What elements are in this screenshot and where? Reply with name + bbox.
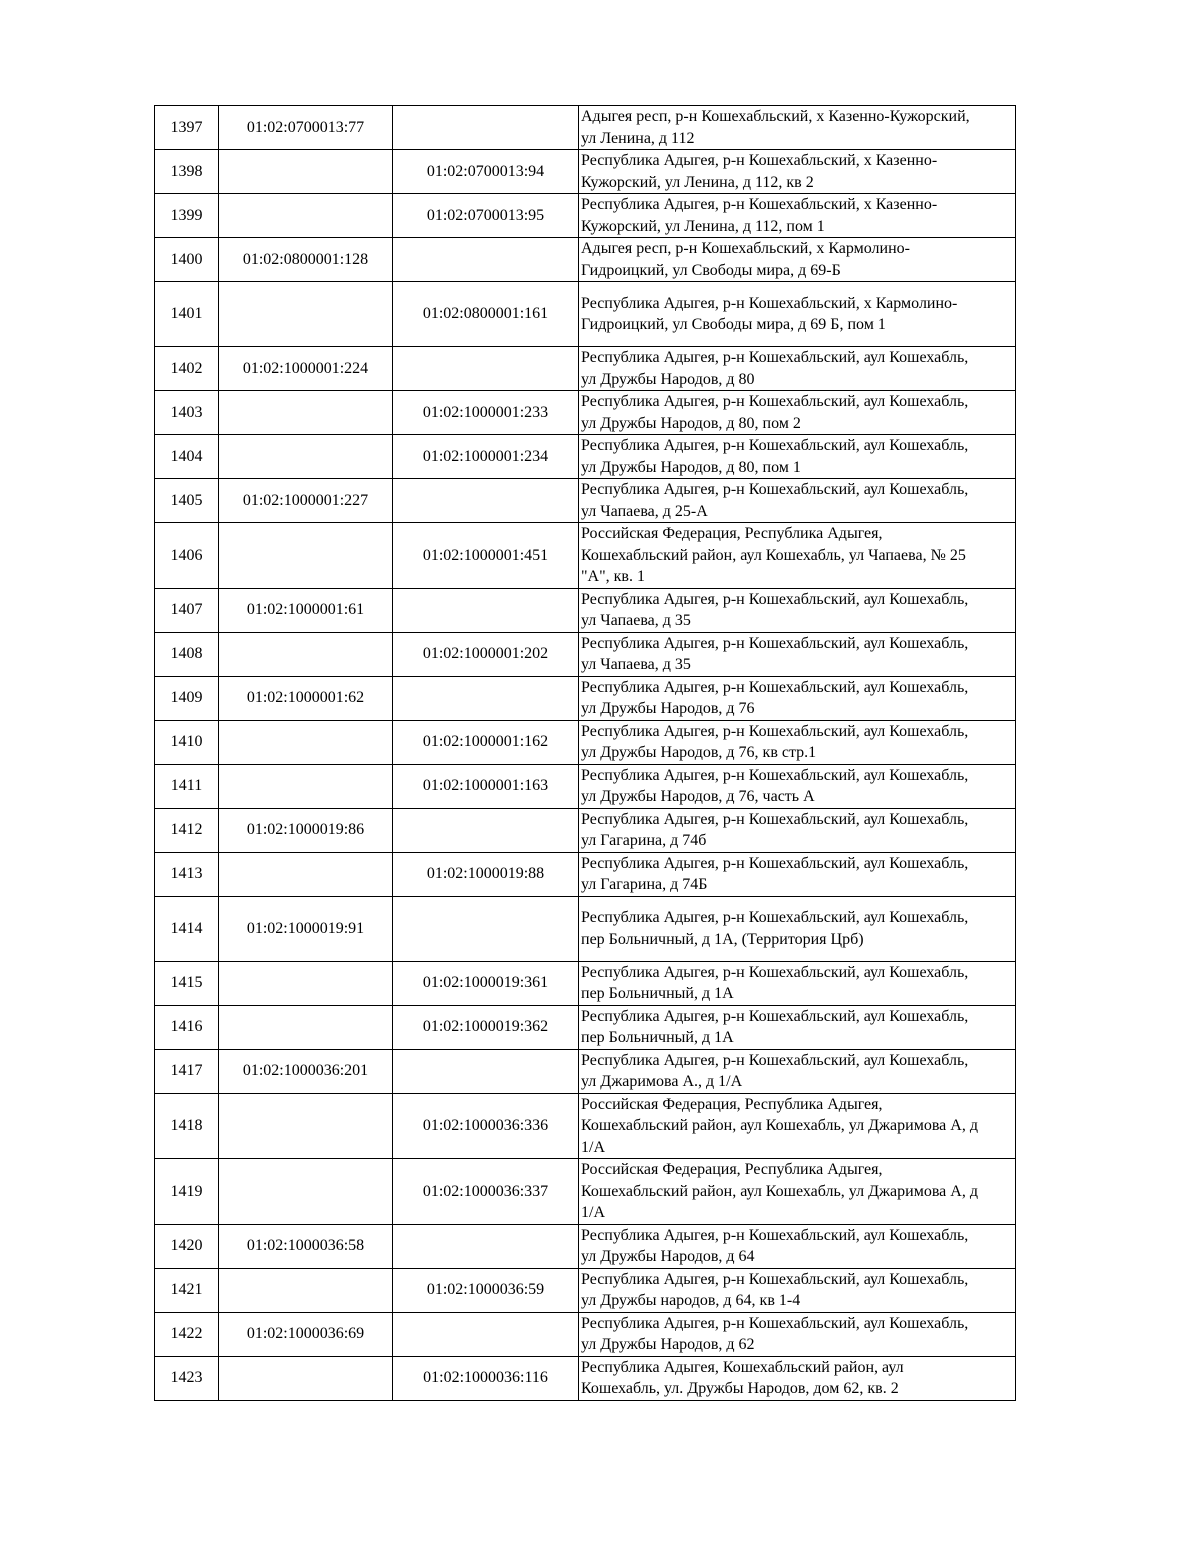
- object-cadastral-cell: 01:02:0700013:94: [393, 150, 579, 194]
- object-cadastral-cell: 01:02:1000036:116: [393, 1356, 579, 1400]
- parcel-cadastral-cell: 01:02:1000036:201: [219, 1049, 393, 1093]
- table-row: [155, 852, 1016, 896]
- address-cell: Республика Адыгея, р-н Кошехабльский, аул Кошехабль, ул Дружбы Народов, д 80, пом 2: [579, 391, 1016, 435]
- object-cadastral-cell: [393, 1224, 579, 1268]
- object-cadastral-cell: 01:02:1000001:451: [393, 523, 579, 589]
- row-number-cell: 1422: [155, 1312, 219, 1356]
- row-number-cell: 1400: [155, 238, 219, 282]
- row-number-cell: 1398: [155, 150, 219, 194]
- address-cell: Республика Адыгея, р-н Кошехабльский, аул Кошехабль, ул Дружбы Народов, д 76, кв стр.1: [579, 720, 1016, 764]
- object-cadastral-cell: [393, 1049, 579, 1093]
- object-cadastral-cell: 01:02:1000019:361: [393, 961, 579, 1005]
- address-cell: Республика Адыгея, р-н Кошехабльский, аул Кошехабль, ул Гагарина, д 74Б: [579, 852, 1016, 896]
- parcel-cadastral-cell: [219, 1268, 393, 1312]
- table-row: [155, 720, 1016, 764]
- table-row: [155, 391, 1016, 435]
- parcel-cadastral-cell: [219, 1159, 393, 1225]
- address-cell: Республика Адыгея, р-н Кошехабльский, аул Кошехабль, ул Чапаева, д 25-А: [579, 479, 1016, 523]
- row-number-cell: 1409: [155, 676, 219, 720]
- row-number-cell: 1408: [155, 632, 219, 676]
- object-cadastral-cell: [393, 676, 579, 720]
- table-row: [155, 347, 1016, 391]
- row-number-cell: 1411: [155, 764, 219, 808]
- address-cell: Республика Адыгея, р-н Кошехабльский, аул Кошехабль, ул Дружбы Народов, д 76: [579, 676, 1016, 720]
- table-row: [155, 435, 1016, 479]
- parcel-cadastral-cell: [219, 150, 393, 194]
- row-number-cell: 1412: [155, 808, 219, 852]
- parcel-cadastral-cell: [219, 1356, 393, 1400]
- object-cadastral-cell: 01:02:0800001:161: [393, 282, 579, 347]
- row-number-cell: 1405: [155, 479, 219, 523]
- object-cadastral-cell: 01:02:1000001:234: [393, 435, 579, 479]
- address-cell: Республика Адыгея, р-н Кошехабльский, аул Кошехабль, ул Гагарина, д 74б: [579, 808, 1016, 852]
- table-row: [155, 1356, 1016, 1400]
- object-cadastral-cell: 01:02:1000019:88: [393, 852, 579, 896]
- object-cadastral-cell: [393, 347, 579, 391]
- row-number-cell: 1423: [155, 1356, 219, 1400]
- object-cadastral-cell: 01:02:1000036:337: [393, 1159, 579, 1225]
- address-cell: Республика Адыгея, р-н Кошехабльский, аул Кошехабль, ул Чапаева, д 35: [579, 632, 1016, 676]
- row-number-cell: 1397: [155, 106, 219, 150]
- address-cell: Республика Адыгея, р-н Кошехабльский, аул Кошехабль, пер Больничный, д 1А: [579, 961, 1016, 1005]
- row-number-cell: 1419: [155, 1159, 219, 1225]
- parcel-cadastral-cell: [219, 523, 393, 589]
- row-number-cell: 1421: [155, 1268, 219, 1312]
- table-row: [155, 1049, 1016, 1093]
- parcel-cadastral-cell: [219, 961, 393, 1005]
- parcel-cadastral-cell: [219, 391, 393, 435]
- object-cadastral-cell: 01:02:1000001:163: [393, 764, 579, 808]
- address-cell: Республика Адыгея, р-н Кошехабльский, аул Кошехабль, ул Дружбы Народов, д 76, часть А: [579, 764, 1016, 808]
- address-cell: Российская Федерация, Республика Адыгея, Кошехабльский район, аул Кошехабль, ул Джаримова А, д 1/А: [579, 1093, 1016, 1159]
- parcel-cadastral-cell: [219, 435, 393, 479]
- table-row: [155, 808, 1016, 852]
- row-number-cell: 1410: [155, 720, 219, 764]
- table-row: [155, 1005, 1016, 1049]
- table-row: [155, 764, 1016, 808]
- address-cell: Республика Адыгея, р-н Кошехабльский, х Кармолино- Гидроицкий, ул Свободы мира, д 69 Б, пом 1: [579, 282, 1016, 347]
- registry-table: [154, 105, 1016, 1401]
- row-number-cell: 1401: [155, 282, 219, 347]
- table-row: [155, 1268, 1016, 1312]
- row-number-cell: 1399: [155, 194, 219, 238]
- row-number-cell: 1416: [155, 1005, 219, 1049]
- table-row: [155, 896, 1016, 961]
- address-cell: Республика Адыгея, р-н Кошехабльский, х Казенно- Кужорский, ул Ленина, д 112, пом 1: [579, 194, 1016, 238]
- table-row: [155, 150, 1016, 194]
- object-cadastral-cell: [393, 1312, 579, 1356]
- parcel-cadastral-cell: 01:02:1000019:91: [219, 896, 393, 961]
- object-cadastral-cell: [393, 238, 579, 282]
- table-row: [155, 961, 1016, 1005]
- table-row: [155, 1093, 1016, 1159]
- object-cadastral-cell: 01:02:1000019:362: [393, 1005, 579, 1049]
- table-row: [155, 194, 1016, 238]
- registry-table-body: [155, 106, 1016, 1401]
- table-row: [155, 106, 1016, 150]
- row-number-cell: 1420: [155, 1224, 219, 1268]
- table-row: [155, 1159, 1016, 1225]
- object-cadastral-cell: 01:02:1000036:336: [393, 1093, 579, 1159]
- table-row: [155, 676, 1016, 720]
- address-cell: Республика Адыгея, р-н Кошехабльский, аул Кошехабль, ул Дружбы Народов, д 64: [579, 1224, 1016, 1268]
- address-cell: Адыгея респ, р-н Кошехабльский, х Кармолино- Гидроицкий, ул Свободы мира, д 69-Б: [579, 238, 1016, 282]
- row-number-cell: 1403: [155, 391, 219, 435]
- table-row: [155, 632, 1016, 676]
- row-number-cell: 1418: [155, 1093, 219, 1159]
- address-cell: Республика Адыгея, р-н Кошехабльский, аул Кошехабль, пер Больничный, д 1А: [579, 1005, 1016, 1049]
- row-number-cell: 1414: [155, 896, 219, 961]
- address-cell: Республика Адыгея, р-н Кошехабльский, аул Кошехабль, ул Дружбы Народов, д 62: [579, 1312, 1016, 1356]
- parcel-cadastral-cell: 01:02:0800001:128: [219, 238, 393, 282]
- parcel-cadastral-cell: 01:02:1000001:61: [219, 588, 393, 632]
- table-row: [155, 1312, 1016, 1356]
- row-number-cell: 1415: [155, 961, 219, 1005]
- table-row: [155, 479, 1016, 523]
- parcel-cadastral-cell: 01:02:1000001:224: [219, 347, 393, 391]
- row-number-cell: 1406: [155, 523, 219, 589]
- parcel-cadastral-cell: 01:02:0700013:77: [219, 106, 393, 150]
- object-cadastral-cell: [393, 588, 579, 632]
- object-cadastral-cell: [393, 106, 579, 150]
- table-row: [155, 523, 1016, 589]
- parcel-cadastral-cell: [219, 632, 393, 676]
- object-cadastral-cell: 01:02:1000001:233: [393, 391, 579, 435]
- object-cadastral-cell: 01:02:1000001:202: [393, 632, 579, 676]
- address-cell: Российская Федерация, Республика Адыгея, Кошехабльский район, аул Кошехабль, ул Джаримова А, д 1/А: [579, 1159, 1016, 1225]
- parcel-cadastral-cell: [219, 720, 393, 764]
- parcel-cadastral-cell: 01:02:1000019:86: [219, 808, 393, 852]
- table-row: [155, 238, 1016, 282]
- parcel-cadastral-cell: [219, 194, 393, 238]
- address-cell: Республика Адыгея, Кошехабльский район, аул Кошехабль, ул. Дружбы Народов, дом 62, кв. 2: [579, 1356, 1016, 1400]
- address-cell: Республика Адыгея, р-н Кошехабльский, аул Кошехабль, ул Джаримова А., д 1/А: [579, 1049, 1016, 1093]
- row-number-cell: 1417: [155, 1049, 219, 1093]
- parcel-cadastral-cell: [219, 1093, 393, 1159]
- address-cell: Республика Адыгея, р-н Кошехабльский, аул Кошехабль, пер Больничный, д 1А, (Территория Црб): [579, 896, 1016, 961]
- address-cell: Республика Адыгея, р-н Кошехабльский, аул Кошехабль, ул Чапаева, д 35: [579, 588, 1016, 632]
- parcel-cadastral-cell: [219, 282, 393, 347]
- address-cell: Республика Адыгея, р-н Кошехабльский, аул Кошехабль, ул Дружбы народов, д 64, кв 1-4: [579, 1268, 1016, 1312]
- object-cadastral-cell: 01:02:1000036:59: [393, 1268, 579, 1312]
- parcel-cadastral-cell: [219, 1005, 393, 1049]
- object-cadastral-cell: [393, 896, 579, 961]
- object-cadastral-cell: 01:02:0700013:95: [393, 194, 579, 238]
- parcel-cadastral-cell: 01:02:1000036:58: [219, 1224, 393, 1268]
- object-cadastral-cell: [393, 808, 579, 852]
- parcel-cadastral-cell: 01:02:1000001:227: [219, 479, 393, 523]
- address-cell: Республика Адыгея, р-н Кошехабльский, х Казенно- Кужорский, ул Ленина, д 112, кв 2: [579, 150, 1016, 194]
- address-cell: Российская Федерация, Республика Адыгея, Кошехабльский район, аул Кошехабль, ул Чапаева, № 25 "А", кв. 1: [579, 523, 1016, 589]
- row-number-cell: 1407: [155, 588, 219, 632]
- row-number-cell: 1402: [155, 347, 219, 391]
- parcel-cadastral-cell: 01:02:1000001:62: [219, 676, 393, 720]
- object-cadastral-cell: [393, 479, 579, 523]
- parcel-cadastral-cell: 01:02:1000036:69: [219, 1312, 393, 1356]
- object-cadastral-cell: 01:02:1000001:162: [393, 720, 579, 764]
- parcel-cadastral-cell: [219, 852, 393, 896]
- table-row: [155, 282, 1016, 347]
- row-number-cell: 1413: [155, 852, 219, 896]
- parcel-cadastral-cell: [219, 764, 393, 808]
- table-row: [155, 1224, 1016, 1268]
- address-cell: Республика Адыгея, р-н Кошехабльский, аул Кошехабль, ул Дружбы Народов, д 80, пом 1: [579, 435, 1016, 479]
- address-cell: Адыгея респ, р-н Кошехабльский, х Казенно-Кужорский, ул Ленина, д 112: [579, 106, 1016, 150]
- row-number-cell: 1404: [155, 435, 219, 479]
- address-cell: Республика Адыгея, р-н Кошехабльский, аул Кошехабль, ул Дружбы Народов, д 80: [579, 347, 1016, 391]
- table-row: [155, 588, 1016, 632]
